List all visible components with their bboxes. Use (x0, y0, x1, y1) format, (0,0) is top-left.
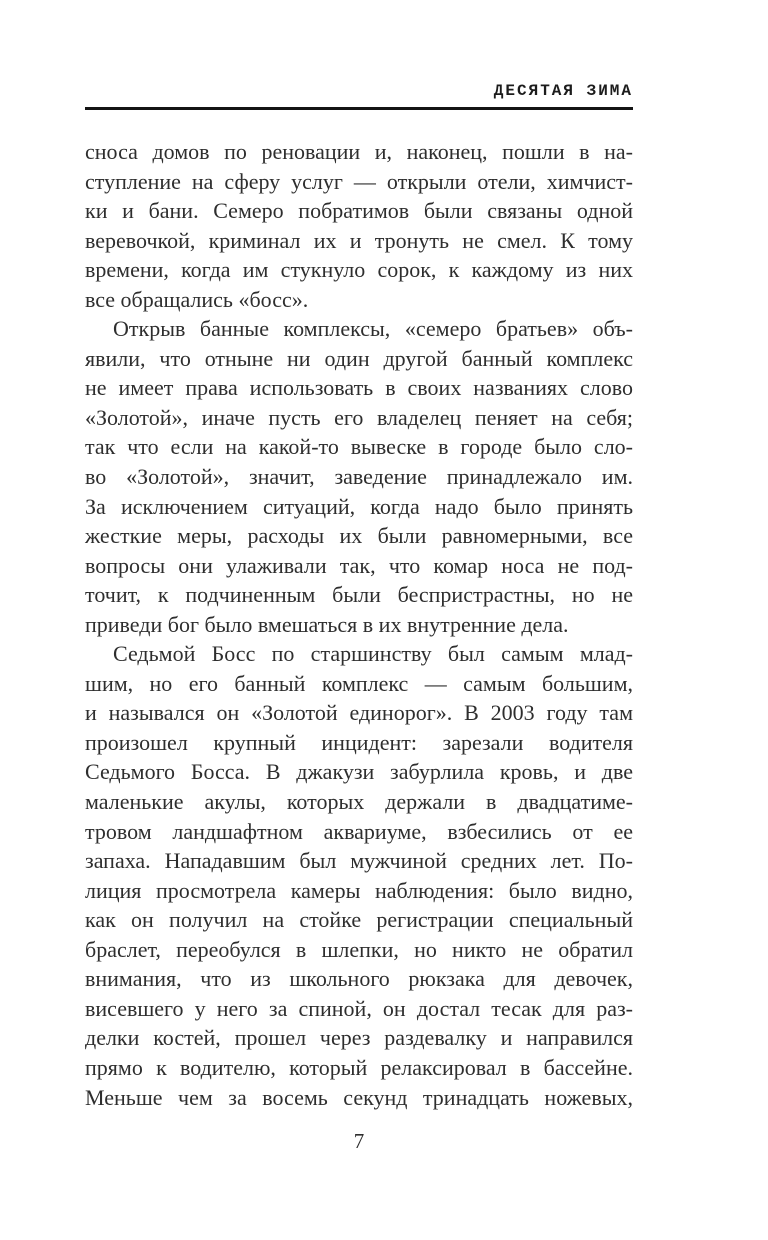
text-line: все обращались «босс». (85, 286, 309, 312)
text-line: Меньше чем за восемь секунд тринадцать ножевых, (85, 1084, 633, 1110)
text-line: За исключением ситуаций, когда надо было принять (85, 493, 633, 519)
text-line: ки и бани. Семеро побратимов были связаны одной (85, 198, 633, 224)
text-line: не имеет права использовать в своих названиях слово (85, 375, 633, 401)
text-line: времени, когда им стукнуло сорок, к каждому из них (85, 257, 633, 283)
text-line: делки костей, прошел через раздевалку и направился (85, 1025, 633, 1051)
text-line: браслет, переобулся в шлепки, но никто не обратил (85, 936, 633, 962)
text-line: Седьмой Босс по старшинству был самым млад- (113, 641, 633, 667)
text-column (85, 0, 633, 1154)
text-line: веревочкой, криминал их и тронуть не смел. К тому (85, 227, 633, 253)
text-line: жесткие меры, расходы их были равномерными, все (85, 523, 633, 549)
paragraph (85, 314, 633, 639)
text-line: приведи бог было вмешаться в их внутренние дела. (85, 611, 569, 637)
text-line: точит, к подчиненным были беспристрастны, но не (85, 582, 633, 608)
text-line: прямо к водителю, который релаксировал в бассейне. (85, 1054, 633, 1080)
text-line: так что если на какой-то вывеске в городе было сло- (85, 434, 633, 460)
text-line: во «Золотой», значит, заведение принадлежало им. (85, 464, 633, 490)
paragraph (85, 639, 633, 1112)
paragraph (85, 137, 633, 314)
page-body (85, 137, 633, 1112)
running-header: ДЕСЯТАЯ ЗИМА (493, 82, 633, 100)
text-line: маленькие акулы, которых держали в двадцатиме- (85, 789, 633, 815)
text-line: Открыв банные комплексы, «семеро братьев» объ- (113, 316, 633, 342)
text-line: явили, что отныне ни один другой банный комплекс (85, 345, 633, 371)
text-line: тровом ландшафтном аквариуме, взбесились от ее (85, 818, 633, 844)
page-number: 7 (353, 1129, 365, 1154)
text-line: внимания, что из школьного рюкзака для девочек, (85, 966, 633, 992)
text-line: шим, но его банный комплекс — самым большим, (85, 670, 633, 696)
text-line: как он получил на стойке регистрации специальный (85, 907, 633, 933)
text-line: и назывался он «Золотой единорог». В 2003 году там (85, 700, 633, 726)
text-line: сноса домов по реновации и, наконец, пошли в на- (85, 139, 633, 164)
text-line: висевшего у него за спиной, он достал тесак для раз- (85, 995, 633, 1021)
text-line: Седьмого Босса. В джакузи забурлила кровь, и две (85, 759, 633, 785)
text-line: лиция просмотрела камеры наблюдения: было видно, (85, 877, 633, 903)
text-line: произошел крупный инцидент: зарезали водителя (85, 729, 633, 755)
text-line: запаха. Нападавшим был мужчиной средних лет. По- (85, 848, 633, 874)
header-rule (85, 107, 633, 110)
text-line: «Золотой», иначе пусть его владелец пеняет на себя; (85, 404, 633, 430)
text-line: ступление на сферу услуг — открыли отели, химчист- (85, 168, 633, 194)
text-line: вопросы они улаживали так, что комар носа не под- (85, 552, 633, 578)
